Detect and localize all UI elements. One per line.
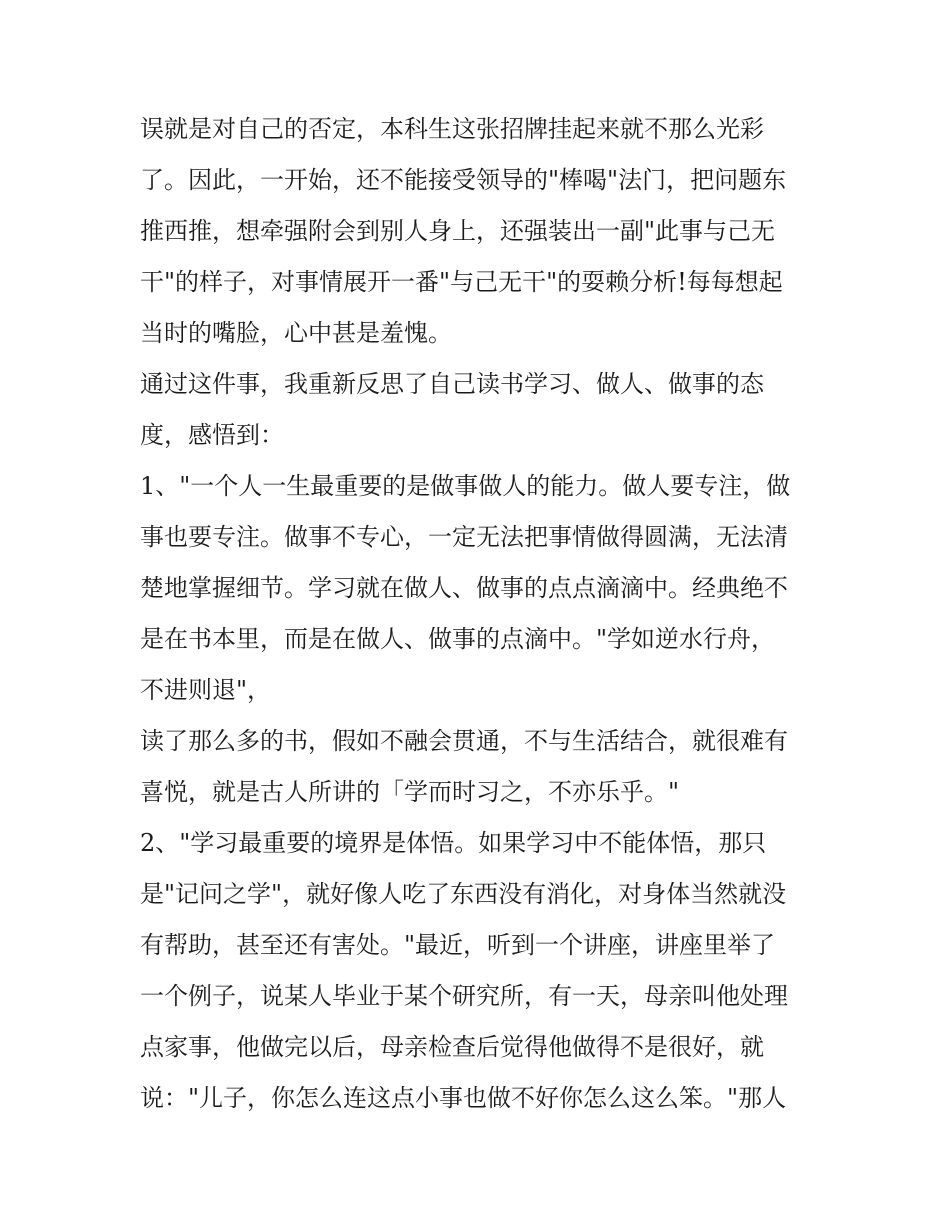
text-line: 干"的样子，对事情展开一番"与己无干"的耍赖分析!每每想起 [140,268,783,296]
text-line: 了。因此，一开始，还不能接受领导的"棒喝"法门，把问题东 [140,166,787,194]
text-line: 通过这件事，我重新反思了自己读书学习、做人、做事的态 [140,370,764,398]
text-line: 是在书本里，而是在做人、做事的点滴中。"学如逆水行舟， [140,625,776,653]
text-line: 误就是对自己的否定，本科生这张招牌挂起来就不那么光彩 [140,115,764,143]
text-line: 喜悦，就是古人所讲的「学而时习之，不亦乐乎。" [140,778,680,806]
body-text [140,104,820,1124]
text-line: 一个例子，说某人毕业于某个研究所，有一天，母亲叫他处理 [140,982,788,1010]
text-line: 2、"学习最重要的境界是体悟。如果学习中不能体悟，那只 [140,829,767,857]
text-line: 1、"一个人一生最重要的是做事做人的能力。做人要专注，做 [140,472,791,500]
text-line: 不进则退"， [140,676,272,704]
text-line: 有帮助，甚至还有害处。"最近，听到一个讲座，讲座里举了 [140,931,776,959]
text-line: 点家事，他做完以后，母亲检查后觉得他做得不是很好，就 [140,1033,764,1061]
text-line: 是"记问之学"，就好像人吃了东西没有消化，对身体当然就没 [140,880,787,908]
text-line: 事也要专注。做事不专心，一定无法把事情做得圆满，无法清 [140,523,788,551]
text-line: 推西推，想牵强附会到别人身上，还强装出一副"此事与己无 [140,217,776,245]
text-line: 读了那么多的书，假如不融会贯通，不与生活结合，就很难有 [140,727,788,755]
text-line: 当时的嘴脸，心中甚是羞愧。 [140,319,452,347]
text-line: 说："儿子，你怎么连这点小事也做不好你怎么这么笨。"那人 [140,1084,787,1112]
text-line: 度，感悟到： [140,421,284,449]
text-line: 楚地掌握细节。学习就在做人、做事的点点滴滴中。经典绝不 [140,574,788,602]
